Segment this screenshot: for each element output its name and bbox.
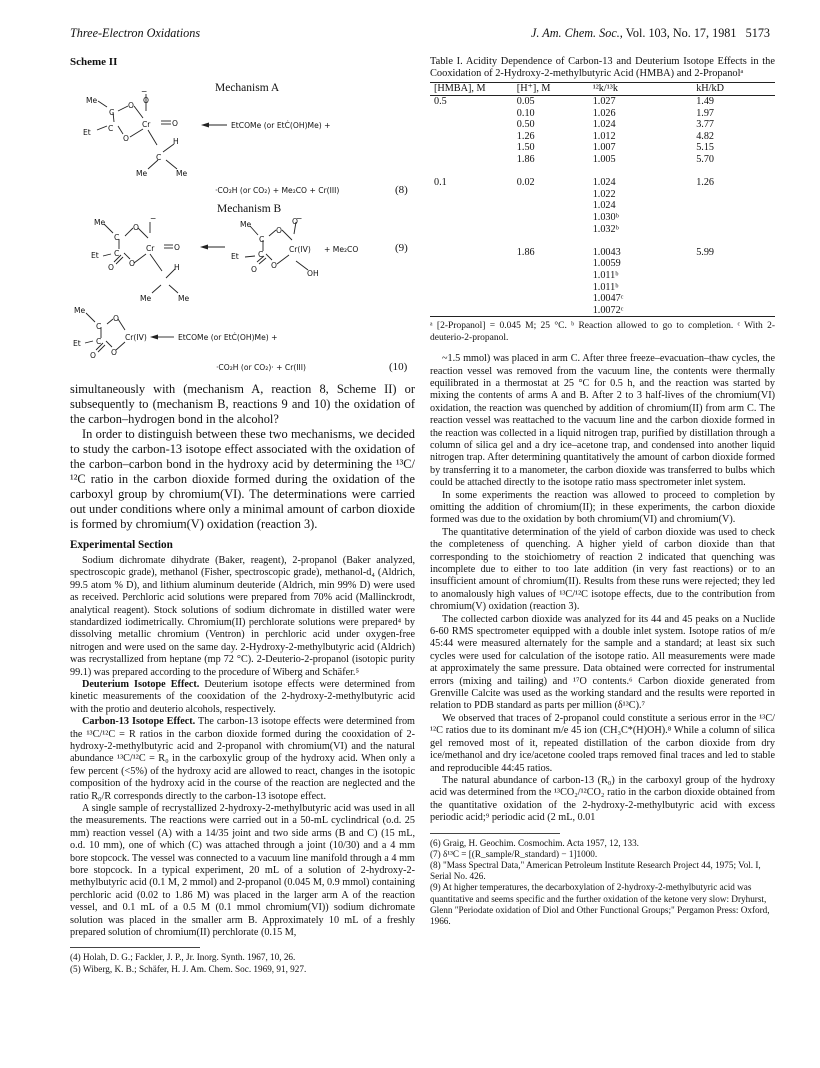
table-cell: 1.86 (516, 246, 535, 258)
table-cell: 1.86 (516, 153, 535, 165)
table-cell (513, 258, 589, 270)
table-cell (430, 293, 513, 305)
table-cell (692, 224, 775, 236)
table-cell: 1.011ᵇ (592, 269, 619, 281)
atom-me: Me (136, 169, 148, 179)
table-cell (513, 212, 589, 224)
paragraph-procedure: A single sample of recrystallized 2-hydroxy-2-methylbutyric acid was used in all the measurements. The reactions were carried out in a 50-mL cyclindrical (o.d. 25 mm) reaction vessel (A) with a 14/35 joint and two side arms (B and C) (15 mL, o.d. 10 mm), one of which (C) was attached through a joint (10/30) and a 4 mm bore stopcock. The vessel was connected to a vacuum line manifold through a 4 mm bore stopcock. In a typical experiment, 20 mL of a solution of 2-hydroxy-2-methylbutyric acid (0.1 M, 2 mmol) and 2-propanol (0.045 M, 0.9 mmol) containing perchloric acid (0.02 to 1.86 M) was placed in the larger arm A of the reaction vessel, and 0.1 mL of a 0.5 M (0.1 mmol chromium(VI)) sodium dichromate solution was placed in the smaller arm B. Approximately 10 mL of a freshly prepared solution of chromium(II) perchlorate (0.15 M, (70, 803, 415, 939)
table-cell: 1.024 (592, 119, 616, 131)
atom-et: Et (83, 128, 91, 138)
atom-me: Me (74, 306, 86, 316)
atom-oh: OH (307, 269, 319, 279)
column-header: [H⁺], M (513, 83, 589, 96)
table-cell: 1.50 (516, 142, 535, 154)
atom-c: C (156, 153, 162, 163)
footnote-rule (70, 947, 200, 948)
column-header: kH/kD (692, 83, 775, 96)
table-cell: 1.024 (592, 200, 616, 212)
atom-et: Et (73, 339, 81, 349)
table-cell: 1.012 (592, 130, 616, 142)
atom-o: O (123, 134, 129, 144)
atom-o: O (113, 314, 119, 324)
product-10-text: EtCOMe (or EtĊ(OH)Me) + (178, 333, 278, 343)
atom-me: Me (240, 220, 252, 230)
table-cell (692, 235, 775, 247)
paragraph-mass-spec: The collected carbon dioxide was analyzed for its 44 and 45 peaks on a Nuclide 6-60 RMS spectrometer equipped with a double inlet system. Isotope ratios of m/e 45:44 were measured alternately for the sample and a standard; at least six such cycles were used for calculation of the isotope ratio. All measurements were made at approximately the same pressure. Data obtained were corrected for instrumental errors (mixing and tailing) and ¹⁷O contents.⁶ Carbon dioxide generated from Grenville Calcite was used as the working standard and the results were reported in relation to PDB standard as parts per million (δ¹³C).⁷ (430, 613, 775, 712)
paragraph-approach-text-2: ratio in the carbon dioxide formed during the oxidation of the carboxyl group by chromium(VI). The determinations were carried out under conditions where only a minimal amount of carbon dioxide is formed by chromium(V) oxidation (reaction 3). (70, 471, 415, 531)
paragraph-question: simultaneously with (mechanism A, reaction 8, Scheme II) or subsequently to (mechanism B, reactions 9 and 10) the oxidation of the carbon–hydrogen bond in the alcohol? (70, 382, 415, 427)
atom-c: C (96, 322, 102, 332)
table-cell (430, 224, 513, 236)
table-cell (513, 305, 589, 317)
reaction-number-10: (10) (389, 361, 408, 374)
coproduct-a-text: ·CO₂H (or CO₂) + Me₂CO + Cr(III) (215, 186, 340, 196)
table-cell (513, 166, 589, 178)
section-heading-experimental: Experimental Section (70, 539, 173, 552)
atom-o: O (174, 243, 180, 253)
scheme-title: Scheme II (70, 56, 118, 68)
atom-o: O (276, 226, 282, 236)
atom-h: H (174, 263, 180, 273)
header-journal: J. Am. Chem. Soc., (530, 26, 623, 40)
atom-charge: − (150, 214, 157, 224)
atom-h: H (173, 137, 179, 147)
atom-o: O (251, 265, 257, 275)
table-cell (692, 258, 775, 270)
table-cell: 1.027 (592, 96, 616, 107)
table-cell (513, 224, 589, 236)
table-cell (692, 189, 775, 201)
table-row (430, 96, 775, 108)
table-header-row (430, 83, 775, 96)
mechanism-a-label: Mechanism A (215, 82, 280, 95)
table-cell (430, 235, 513, 247)
table-cell (692, 166, 775, 178)
table-cell: 1.026 (592, 107, 616, 119)
reaction-number-9: (9) (395, 242, 408, 255)
table-cell: 5.99 (696, 246, 715, 258)
paragraph-approach-text: In order to distinguish between these two mechanisms, we decided to study the carbon-13 isotope effect associated with the oxidation of the carbon–carbon bond in the hydroxy acid by determining the (70, 427, 415, 471)
footnote-8: (8) "Mass Spectral Data," American Petroleum Institute Research Project 44, 1975; Vol. I, Serial No. 426. (430, 859, 761, 882)
table-cell (589, 166, 693, 178)
table-cell: 1.97 (696, 107, 715, 119)
table-cell: 0.50 (516, 119, 535, 131)
table-row (430, 119, 775, 131)
table-caption: Table I. Acidity Dependence of Carbon-13 and Deuterium Isotope Effects in the Cooxidation of 2-Hydroxy-2-methylbutyric Acid (HMBA) and 2-Propanolᵃ (430, 56, 775, 80)
atom-o: O (172, 119, 178, 129)
atom-c: C (114, 233, 120, 243)
product-b-text: + Me₂CO (324, 245, 359, 255)
atom-c: C (259, 235, 265, 245)
table-cell (430, 189, 513, 201)
paragraph-carbon13 (70, 716, 415, 803)
table-row (430, 258, 775, 270)
atom-o: O (133, 223, 139, 233)
table-cell (430, 166, 513, 178)
atom-me: Me (86, 96, 98, 106)
table-cell: 1.0043 (592, 246, 621, 258)
table-cell: 1.024 (592, 177, 616, 189)
atom-o: O (111, 348, 117, 358)
table-body (430, 96, 775, 317)
table-cell: 0.05 (516, 96, 535, 107)
table-cell: 1.007 (592, 142, 616, 154)
atom-charge: − (296, 214, 303, 224)
table-row (430, 189, 775, 201)
table-row (430, 212, 775, 224)
table-cell (692, 270, 775, 282)
paragraph-deuterium (70, 679, 415, 716)
reaction-number-8: (8) (395, 184, 408, 197)
table-cell: 1.030ᵇ (592, 211, 619, 223)
atom-o: O (108, 263, 114, 273)
table-row (430, 305, 775, 317)
paragraph-materials: Sodium dichromate dihydrate (Baker, reagent), 2-propanol (Baker analyzed, spectroscopic grade), methanol (Fisher, spectroscopic grade), methanol-d₄ (Aldrich, 99.5 atom % D), and lithium aluminum deuteride (Aldrich, min 99% D) were used as received. Perchloric acid solutions were prepared from 70% acid (Mallinckrodt, analytical reagent). Stock solutions of sodium dichromate in distilled water were standardized iodimetrically. Chromium(II) perchlorate solutions were prepared⁴ by dissolving metallic chromium (Ventron) in perchloric acid under oxygen-free nitrogen and were used on the same day. 2-Hydroxy-2-methylbutyric acid (Aldrich) was recrystallized from heptane (mp 72 °C). 2-Deuterio-2-propanol (isotopic purity 99.1) was prepared according to the procedure of Wiberg and Schäfer.⁵ (70, 554, 415, 678)
atom-o: O (129, 259, 135, 269)
atom-c: C (96, 337, 102, 347)
table-row (430, 224, 775, 236)
column-header: ¹²k/¹³k (589, 83, 693, 96)
table-cell (692, 293, 775, 305)
atom-c: C (108, 124, 114, 134)
table-cell (513, 282, 589, 294)
table-cell (430, 200, 513, 212)
atom-charge: − (141, 87, 148, 97)
table-cell (692, 282, 775, 294)
table-row (430, 270, 775, 282)
table-row (430, 177, 775, 189)
atom-c: C (114, 249, 120, 259)
atom-et: Et (91, 251, 99, 261)
table-cell: 1.0072ᶜ (589, 305, 693, 317)
table-row (430, 293, 775, 305)
table-cell (430, 108, 513, 120)
running-header (70, 26, 770, 42)
coproduct-10-text: ·CO₂H (or CO₂)· + Cr(III) (216, 363, 306, 373)
footnote-4: (4) Holah, D. G.; Fackler, J. P., Jr. Inorg. Synth. 1967, 10, 26. (70, 952, 296, 963)
table-cell (430, 282, 513, 294)
table-cell: 1.011ᵇ (592, 281, 619, 293)
table-cell (513, 200, 589, 212)
table-row (430, 154, 775, 166)
atom-cr-iv: Cr(IV) (125, 333, 147, 343)
table-cell: 0.10 (516, 107, 535, 119)
table-cell: 1.022 (592, 188, 616, 200)
atom-me: Me (140, 294, 152, 304)
table-cell (513, 235, 589, 247)
header-citation (531, 26, 770, 41)
atom-cr: Cr (142, 120, 151, 130)
table-cell: 0.02 (516, 177, 535, 189)
product-a-text: EtCOMe (or EtĊ(OH)Me) + (231, 121, 331, 131)
table-cell (430, 305, 513, 317)
atom-me: Me (176, 169, 188, 179)
table-row (430, 247, 775, 259)
column-header: [HMBA], M (430, 83, 513, 96)
paragraph-propanol-traces: We observed that traces of 2-propanol could constitute a serious error in the ¹³C/¹²C ratios due to its dominant m/e 45 ion (CH₃C*(H)OH).⁸ While a column of silica gel removed most of it, repeated distillation of the carbon dioxide from dry ice/methanol and dry ice/acetone cooled traps removed final traces and led to stable and reproducible 44:45 ratios. (430, 712, 775, 774)
paragraph-deuterium-text: Deuterium isotope effects were determined from kinetic measurements of the cooxidation of the 2-hydroxy-2-methylbutyric acid with the protio and deuterio alcohols, respectively. (70, 678, 415, 715)
table-cell: 3.77 (696, 119, 715, 131)
footnote-6: (6) Graig, H. Geochim. Cosmochim. Acta 1957, 12, 133. (430, 837, 639, 848)
scheme-ii-figure (70, 68, 415, 362)
table-notes: ᵃ [2-Propanol] = 0.045 M; 25 °C. ᵇ Reaction allowed to go to completion. ᶜ With 2-deuterio-2-propanol. (430, 321, 775, 343)
table-cell: 1.26 (516, 130, 535, 142)
table-row (430, 142, 775, 154)
table-cell (430, 154, 513, 166)
table-row (430, 235, 775, 247)
table-cell: 1.0047ᶜ (592, 293, 624, 305)
paragraph-approach (70, 427, 415, 531)
atom-cr: Cr (146, 244, 155, 254)
table-cell: 1.005 (592, 153, 616, 165)
table-cell (692, 305, 775, 317)
header-volume: Vol. 103, No. 17, 1981 (625, 26, 737, 40)
header-page-number: 5173 (745, 26, 770, 40)
table-cell (430, 119, 513, 131)
table-cell (513, 293, 589, 305)
table-cell: 4.82 (696, 130, 715, 142)
table-cell (430, 131, 513, 143)
table-cell (430, 270, 513, 282)
mechanism-b-label: Mechanism B (217, 203, 282, 216)
table-cell (430, 247, 513, 259)
header-section-title: Three-Electron Oxidations (70, 26, 201, 40)
right-column (430, 56, 775, 927)
left-column (70, 56, 415, 975)
atom-me: Me (178, 294, 190, 304)
isotope-effects-table (430, 82, 775, 317)
table-cell: 1.032ᵇ (592, 223, 619, 235)
atom-o: O (90, 351, 96, 361)
table-row (430, 282, 775, 294)
paragraph-carbon13-text: The carbon-13 isotope effects were determined from the ¹³C/¹²C = R ratios in the carbon dioxide formed during the cooxidation of 2-hydroxy-2-methylbutyric acid and 2-propanol with chromium(VI) and the natural abundance ¹³C/¹²C = R₀ in the carboxylic group of the hydroxy acid. When only a few percent (<5%) of the hydroxy acid are allowed to react, changes in the isotopic composition of the hydroxy acid in the course of the reaction are neglected and the ratio R₀/R corresponds directly to the carbon-13 isotope effect. (70, 716, 415, 802)
table-row (430, 108, 775, 120)
atom-o: O (271, 261, 277, 271)
table-cell: 0.1 (434, 177, 447, 189)
atom-me: Me (94, 218, 106, 228)
reaction-10-coproducts (70, 362, 415, 376)
table-row (430, 166, 775, 178)
table-cell (589, 235, 693, 247)
atom-o: O (292, 217, 298, 227)
table-cell: 1.26 (696, 177, 715, 189)
isotope-ratio: ¹³C/¹²C (70, 456, 415, 486)
paragraph-completion: In some experiments the reaction was allowed to proceed to completion by omitting the addition of chromium(II); in these experiments, the carbon dioxide formed was due to the oxidation by both chromium(VI) and chromium(V). (430, 489, 775, 526)
atom-c: C (109, 108, 115, 118)
table-cell (513, 270, 589, 282)
atom-o: O (128, 101, 134, 111)
subheading-carbon13: Carbon-13 Isotope Effect. (82, 716, 196, 728)
table-cell: 5.70 (696, 153, 715, 165)
paragraph-collection: ~1.5 mmol) was placed in arm C. After three freeze–evacuation–thaw cycles, the reaction vessel was removed from the vacuum line, the contents were thermally equilibrated in a thermostat at 25 °C for 0.5 h, and the reaction was started by mixing the contents of arms A and B. After 2 to 3 half-lives of the chromium(VI) oxidation, the reaction was quenched by addition of chromium(II) from arm C. The reaction vessel was reattached to the vacuum line and the carbon dioxide formed in the reaction was collected in a liquid nitrogen trap, purified by distillation through a column of silica gel and a dry ice–acetone trap, and condensed into another liquid nitrogen trap. After determining quantitatively the amount of carbon dioxide formed by transferring it to a manometer, the carbon dioxide was transferred to bulbs which could be attached directly to the isotope ratio mass spectrometer inlet system. (430, 353, 775, 489)
paragraph-natural-abundance: The natural abundance of carbon-13 (R₀) in the carboxyl group of the hydroxy acid was determined from the ¹³CO₂/¹²CO₂ ratio in the carbon dioxide obtained from the quantitative oxidation of the 2-hydroxy-2-methylbutyric acid with excess periodic acid;⁹ periodic acid (2 mL, 0.01 (430, 774, 775, 824)
footnote-7: (7) δ¹³C = [(R_sample/R_standard) − 1]1000. (430, 848, 598, 859)
table-cell: 1.49 (696, 96, 715, 107)
table-cell: 0.5 (434, 96, 447, 107)
table-row (430, 200, 775, 212)
table-cell (692, 212, 775, 224)
atom-c: C (258, 250, 264, 260)
atom-et: Et (231, 252, 239, 262)
table-cell (430, 142, 513, 154)
table-cell: 5.15 (696, 142, 715, 154)
table-cell: 1.0059 (592, 258, 621, 270)
footnote-9: (9) At higher temperatures, the decarboxylation of 2-hydroxy-2-methylbutyric acid was quantitative and seems specific and the further oxidation of the ketone very slow: Dryhurst, Glenn "Periodate oxidation of Diol and Other Functional Groups;" Pergamon Press: Oxford, 1966. (430, 882, 770, 926)
atom-o: O (143, 96, 149, 106)
table-cell (430, 212, 513, 224)
footnote-rule (430, 833, 560, 834)
atom-cr-iv: Cr(IV) (289, 245, 311, 255)
table-cell (430, 258, 513, 270)
table-cell (513, 189, 589, 201)
paragraph-quench-check: The quantitative determination of the yield of carbon dioxide was used to check the completeness of quenching. A higher yield of carbon dioxide than that corresponding to the stoichiometry of reaction 2 indicated that quenching was incomplete due to either to too late addition (in very fast reactions) or to an insufficient amount of chromium(II). Results from these runs were rejected; they led to anomalously high values of ¹³C/¹²C isotope effects, due to the contribution from chromium(V) oxidation (reaction 3). (430, 526, 775, 613)
footnote-5: (5) Wiberg, K. B.; Schäfer, H. J. Am. Chem. Soc. 1969, 91, 927. (70, 963, 307, 974)
subheading-deuterium: Deuterium Isotope Effect. (82, 678, 200, 690)
table-cell (692, 200, 775, 212)
table-row (430, 131, 775, 143)
